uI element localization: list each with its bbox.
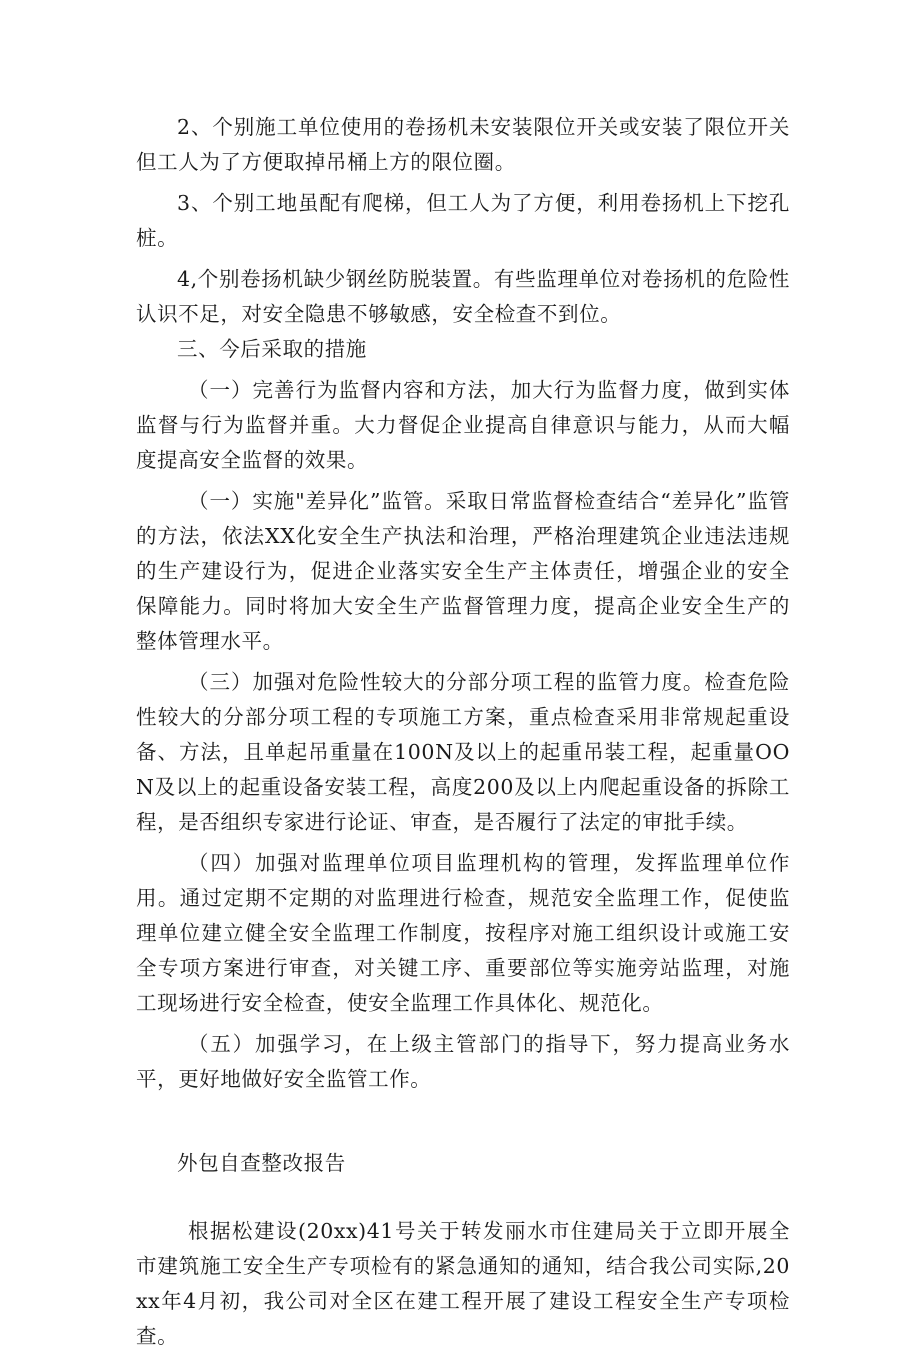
measure-paragraph-3: （三）加强对危险性较大的分部分项工程的监管力度。检查危险性较大的分部分项工程的专项施工方案，重点检查采用非常规起重设备、方法，且单起吊重量在100N及以上的起重吊装工程，起重量OON及以上的起重设备安装工程，高度200及以上内爬起重设备的拆除工程，是否组织专家进行论证、审查，是否履行了法定的审批手续。 — [136, 670, 790, 834]
section-heading: 三、今后采取的措施 — [177, 337, 367, 361]
paragraph-item-2: 2、个别施工单位使用的卷扬机未安装限位开关或安装了限位开关但工人为了方便取掉吊桶上方的限位圈。 — [136, 115, 790, 174]
measure-paragraph-1: （一）完善行为监督内容和方法，加大行为监督力度，做到实体监督与行为监督并重。大力督促企业提高自律意识与能力，从而大幅度提高安全监督的效果。 — [136, 378, 790, 472]
measure-paragraph-5: （五）加强学习，在上级主管部门的指导下，努力提高业务水平，更好地做好安全监管工作。 — [136, 1032, 790, 1091]
report-paragraph: 根据松建设(20xx)41号关于转发丽水市住建局关于立即开展全市建筑施工安全生产专项检有的紧急通知的通知，结合我公司实际,20xx年4月初，我公司对全区在建工程开展了建设工程安全生产专项检查。 — [136, 1219, 790, 1348]
paragraph-item-4: 4,个别卷扬机缺少钢丝防脱装置。有些监理单位对卷扬机的危险性认识不足，对安全隐患不够敏感，安全检查不到位。 — [136, 267, 790, 326]
document-body — [136, 110, 790, 1354]
paragraph-item-3: 3、个别工地虽配有爬梯，但工人为了方便，利用卷扬机上下挖孔桩。 — [136, 191, 790, 250]
measure-paragraph-4: （四）加强对监理单位项目监理机构的管理，发挥监理单位作用。通过定期不定期的对监理进行检查，规范安全监理工作，促使监理单位建立健全安全监理工作制度，按程序对施工组织设计或施工安全专项方案进行审查，对关键工序、重要部位等实施旁站监理，对施工现场进行安全检查，使安全监理工作具体化、规范化。 — [136, 851, 790, 1015]
measure-paragraph-2: （一）实施"差异化”监管。采取日常监督检查结合“差异化”监管的方法，依法XX化安全生产执法和治理，严格治理建筑企业违法违规的生产建设行为，促进企业落实安全生产主体责任，增强企业的安全保障能力。同时将加大安全生产监督管理力度，提高企业安全生产的整体管理水平。 — [136, 489, 790, 653]
report-title: 外包自查整改报告 — [177, 1151, 346, 1175]
